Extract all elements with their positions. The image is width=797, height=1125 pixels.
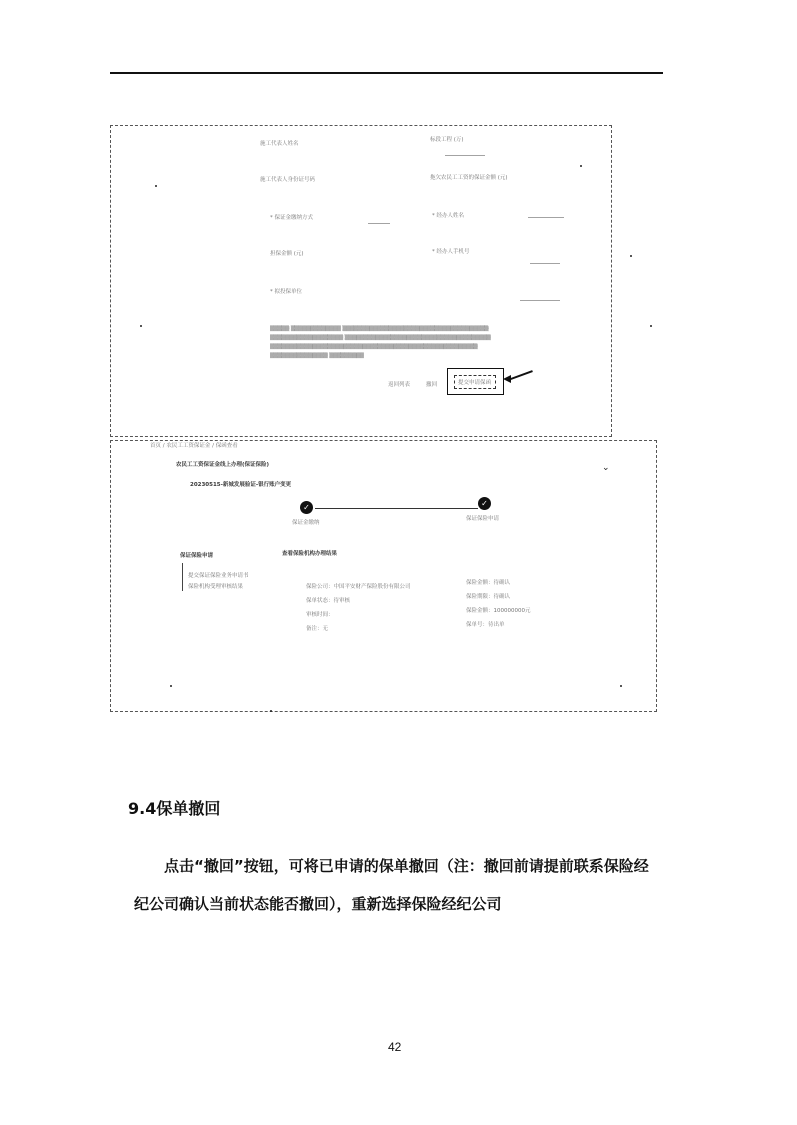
left-panel-item[interactable]: 保险机构受理审核结果 [188,584,244,590]
field-label: * 保证金缴纳方式 [270,215,313,221]
field-label: * 拟投保单位 [270,289,302,295]
header-rule [110,72,663,74]
input-line [520,300,560,301]
field-label: 施工代表人身份证号码 [260,177,316,183]
scan-speck [170,685,172,687]
scan-speck [620,685,622,687]
project-name: 20230515-新城发展验证-银行账户变更 [190,482,292,488]
result-row: 保险公司：中国平安财产保险股份有限公司 [306,584,411,590]
step-label: 保证保险申请 [466,516,500,522]
paragraph-line: 纪公司确认当前状态能否撤回），重新选择保险经纪公司 [134,895,502,913]
chevron-down-icon[interactable]: ⌄ [602,463,610,473]
result-row: 审核时间： [306,612,334,618]
submit-button[interactable]: 提交申请保函 [458,380,492,386]
scan-speck [270,710,272,712]
result-row: 保单状态：待审核 [306,598,351,604]
withdraw-button[interactable]: 撤回 [426,382,438,388]
result-row: 保单号：待出单 [466,622,505,628]
embedded-screenshot [110,125,670,715]
annotation-arrow-head [503,375,511,383]
back-button[interactable]: 返回列表 [388,382,411,388]
left-panel-item[interactable]: 提交保证保险业务申请书 [188,573,249,579]
step-label: 保证金缴纳 [292,520,320,526]
notice-text: ▒▒▒▒▒ ▒▒▒▒▒▒▒▒▒▒▒▒▒ ▒▒▒▒▒▒▒▒▒▒▒▒▒▒▒▒▒▒▒▒▒▒▒▒▒▒▒▒▒▒▒▒▒▒▒▒▒▒ ▒▒▒▒▒▒▒▒▒▒▒▒▒▒▒▒▒▒▒ ▒▒▒▒▒▒▒▒▒▒▒▒▒▒▒▒▒▒▒▒▒▒▒▒▒▒▒▒▒▒▒▒▒▒▒▒▒▒ ▒▒▒▒▒▒▒▒▒▒▒▒▒▒▒▒▒▒▒▒▒▒▒▒▒▒▒▒▒▒▒▒▒▒▒▒▒▒▒▒▒▒▒▒▒▒▒▒▒▒▒▒▒▒ ▒▒▒▒▒▒▒▒▒▒▒▒▒▒▒ ▒▒▒▒▒▒▒▒▒ [270,326,491,359]
step-complete-icon: ✓ [300,501,313,514]
tree-line [182,563,183,591]
scan-speck [580,165,582,167]
scan-speck [650,325,652,327]
step-complete-icon: ✓ [478,497,491,510]
result-row: 保险期限：待确认 [466,594,511,600]
result-section-title: 查看保险机构办理结果 [282,551,338,557]
left-panel-title: 保证保险申请 [180,553,214,559]
input-line [445,155,485,156]
paragraph-line: 点击“撤回”按钮，可将已申请的保单撤回（注：撤回前请提前联系保险经 [164,857,649,875]
field-label: 拖欠农民工工资的保证金额 (元) [430,175,508,181]
input-line [528,217,564,218]
screenshot-frame-top [110,125,612,437]
page-number: 42 [388,1040,402,1054]
input-line [530,263,560,264]
input-line [368,223,390,224]
scan-speck [140,325,142,327]
result-row: 保险金额：待确认 [466,580,511,586]
field-label: 施工代表人姓名 [260,141,299,147]
field-label: * 经办人姓名 [432,213,464,219]
field-label: 担保金额 (元) [270,251,304,257]
result-row: 备注：无 [306,626,329,632]
breadcrumb: 首页 / 农民工工资保证金 / 保函查看 [150,443,238,449]
scan-speck [630,255,632,257]
page-title: 农民工工资保证金线上办理(保证保险) [176,462,270,468]
field-label: 标段工程 (万) [430,137,464,143]
section-heading: 9.4保单撤回 [128,799,221,818]
result-row: 保险金额：100000000元 [466,608,531,614]
step-connector [315,508,478,509]
field-label: * 经办人手机号 [432,249,470,255]
scan-speck [155,185,157,187]
